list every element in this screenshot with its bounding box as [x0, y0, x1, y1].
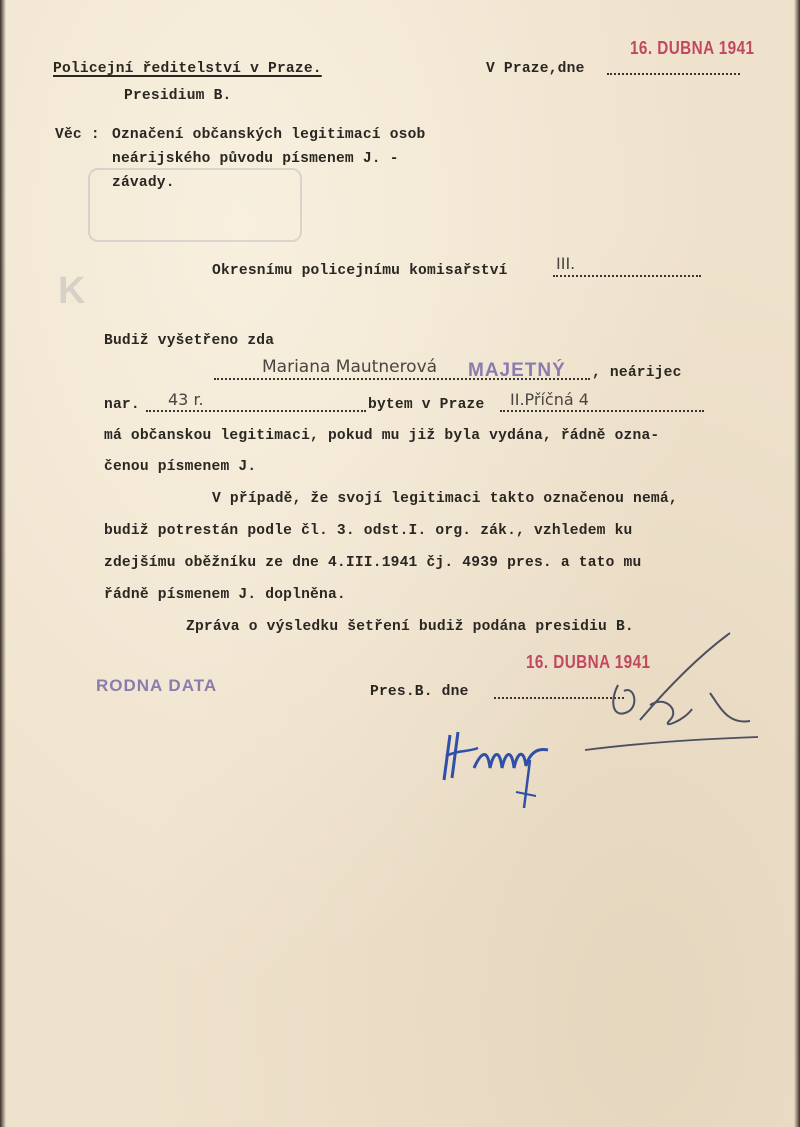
address-dotted-line — [500, 410, 704, 412]
rodna-data-stamp: RODNA DATA — [96, 676, 218, 695]
bleed-through-mark: K — [58, 270, 86, 312]
signature-blue-icon — [438, 720, 568, 810]
right-edge-shadow — [794, 0, 800, 1127]
born-label: nar. — [104, 397, 140, 413]
district-dotted-line — [553, 275, 701, 277]
body-intro: Budiž vyšetřeno zda — [104, 333, 275, 349]
para2-line-3: zdejšímu oběžníku ze dne 4.III.1941 čj. 4939 pres. a tato mu — [104, 555, 642, 571]
age-handwritten: 43 r. — [168, 390, 204, 409]
signature-right-icon — [580, 625, 770, 765]
subject-label: Věc : — [55, 127, 100, 143]
place-date-label: V Praze,dne — [486, 61, 585, 77]
person-name: Mariana Mautnerová — [262, 357, 438, 377]
report-instruction: Zpráva o výsledku šetření budiž podána presidiu B. — [186, 619, 634, 635]
department-name: Presidium B. — [124, 88, 232, 104]
left-edge-shadow — [0, 0, 6, 1127]
date-dotted-line — [607, 73, 740, 75]
district-handwritten: III. — [556, 254, 576, 273]
pres-date-label: Pres.B. dne — [370, 684, 469, 700]
date-stamp-bottom: 16. DUBNA 1941 — [526, 652, 651, 672]
addressee-text: Okresnímu policejnímu komisařství — [212, 263, 508, 279]
para2-line-2: budiž potrestán podle čl. 3. odst.I. org. zák., vzhledem ku — [104, 523, 633, 539]
subject-line-3: závady. — [112, 175, 175, 191]
body-line-4: čenou písmenem J. — [104, 459, 257, 475]
majetny-stamp: MAJETNÝ — [468, 360, 566, 381]
age-dotted-line — [146, 410, 366, 412]
address-handwritten: II.Příčná 4 — [510, 390, 589, 409]
para2-line-4: řádně písmenem J. doplněna. — [104, 587, 346, 603]
after-name-text: , neárijec — [592, 365, 682, 381]
date-stamp-top: 16. DUBNA 1941 — [630, 38, 755, 58]
subject-line-1: Označení občanských legitimací osob — [112, 127, 426, 143]
residence-label: bytem v Praze — [368, 397, 485, 413]
office-heading: Policejní ředitelství v Praze. — [53, 61, 322, 77]
body-line-3: má občanskou legitimaci, pokud mu již byla vydána, řádně ozna- — [104, 428, 660, 444]
para2-line-1: V případě, že svojí legitimaci takto označenou nemá, — [212, 491, 678, 507]
subject-line-2: neárijského původu písmenem J. - — [112, 151, 399, 167]
